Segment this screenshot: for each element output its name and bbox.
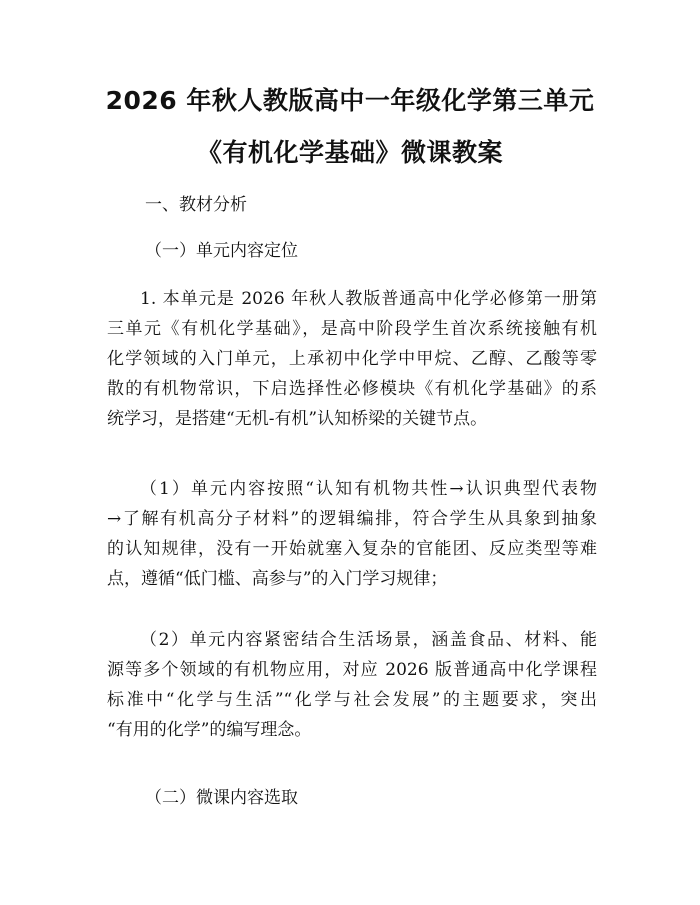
paragraph-content-arrangement: [107, 474, 597, 594]
paragraph-line: （1）单元内容按照“认知有机物共性→认识典型代表物: [140, 479, 597, 499]
paragraph-line: “有用的化学”的编写理念。: [107, 720, 312, 740]
document-title-line-1: 2026 年秋人教版高中一年级化学第三单元: [105, 86, 595, 115]
subsection-heading-microlesson-selection: （二）微课内容选取: [145, 788, 298, 808]
paragraph-line: 化学领域的入门单元，上承初中化学中甲烷、乙醇、乙酸等零: [107, 349, 597, 369]
paragraph-line: 1. 本单元是 2026 年秋人教版普通高中化学必修第一册第: [140, 289, 597, 309]
paragraph-line: 三单元《有机化学基础》，是高中阶段学生首次系统接触有机: [107, 319, 597, 339]
paragraph-line: （2）单元内容紧密结合生活场景，涵盖食品、材料、能: [140, 630, 597, 650]
paragraph-line: 的认知规律，没有一开始就塞入复杂的官能团、反应类型等难: [107, 539, 597, 559]
paragraph-unit-overview: [107, 284, 597, 434]
document-title-line-2: 《有机化学基础》微课教案: [196, 138, 503, 167]
paragraph-line: 源等多个领域的有机物应用，对应 2026 版普通高中化学课程: [107, 660, 597, 680]
paragraph-line: →了解有机高分子材料”的逻辑编排，符合学生从具象到抽象: [107, 509, 597, 529]
section-heading-textbook-analysis: 一、教材分析: [145, 195, 247, 215]
paragraph-life-scenarios: [107, 625, 597, 745]
paragraph-line: 统学习，是搭建“无机-有机”认知桥梁的关键节点。: [107, 409, 488, 429]
paragraph-line: 标准中“化学与生活”“化学与社会发展”的主题要求，突出: [107, 690, 597, 710]
paragraph-line: 散的有机物常识，下启选择性必修模块《有机化学基础》的系: [107, 379, 597, 399]
subsection-heading-unit-positioning: （一）单元内容定位: [145, 241, 298, 261]
paragraph-line: 点，遵循“低门槛、高参与”的入门学习规律；: [107, 569, 448, 589]
